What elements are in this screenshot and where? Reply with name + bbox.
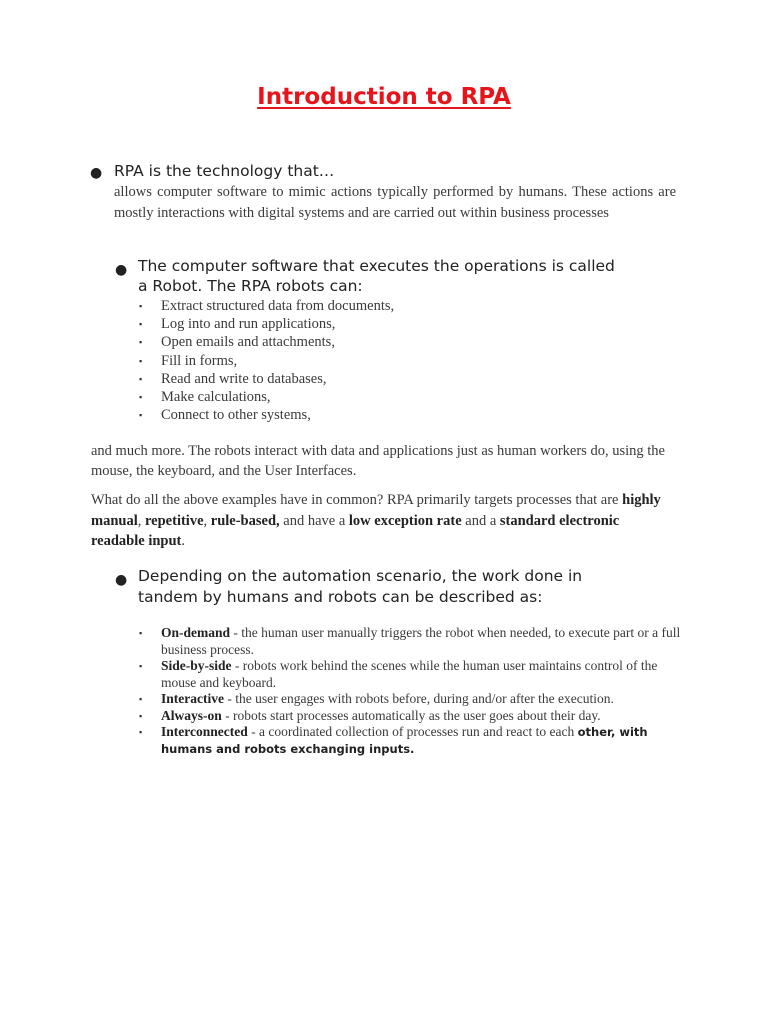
section2-heading-line1: The computer software that executes the operations is called [138,257,615,275]
list-item: ▪ Interconnected - a coordinated collection of processes run and react to each other, with humans and robots exchanging inputs. [139,724,648,756]
list-item: ▪ Open emails and attachments, [139,334,335,351]
page-title: Introduction to RPA [257,84,511,110]
bullet-dot-icon: ● [115,572,128,588]
section1-body: allows computer software to mimic actions typically performed by humans. These actions are mostly interactions with digital systems and are carried out within business processes [114,184,676,221]
section2-heading-line2: a Robot. The RPA robots can: [138,277,363,295]
automation-scenarios-list [136,625,681,757]
square-bullet-icon: ▪ [139,410,143,421]
square-bullet-icon: ▪ [139,337,143,348]
section3-heading [138,566,698,608]
paragraph-common: What do all the above examples have in common? RPA primarily targets processes that are highly manual, repetitive, rule-based, and have a low exception rate and a standard electronic readable input. [91,492,661,549]
list-item: ▪ Read and write to databases, [139,370,327,387]
square-bullet-icon: ▪ [139,355,143,366]
square-bullet-icon: ▪ [139,727,143,737]
section3-heading-line1: Depending on the automation scenario, the work done in [138,567,583,585]
square-bullet-icon: ▪ [139,710,143,721]
list-item: ▪ On-demand - the human user manually triggers the robot when needed, to execute part or a full business process. [139,625,681,657]
square-bullet-icon: ▪ [139,694,143,704]
list-item: ▪ Interactive - the user engages with robots before, during and/or after the execution. [139,691,614,706]
list-item: ▪ Make calculations, [139,389,271,406]
bullet-dot-icon: ● [90,165,103,181]
bullet-dot-icon: ● [115,262,128,278]
section1-heading: RPA is the technology that… [114,162,335,180]
section2-heading [138,256,698,296]
list-item: ▪ Side-by-side - robots work behind the scenes while the human user maintains control of the mouse and keyboard. [139,658,658,690]
square-bullet-icon: ▪ [139,392,143,403]
square-bullet-icon: ▪ [139,373,143,384]
square-bullet-icon: ▪ [139,319,143,330]
square-bullet-icon: ▪ [139,628,143,638]
list-item: ▪ Always-on - robots start processes automatically as the user goes about their day. [139,707,601,723]
list-item: ▪ Log into and run applications, [139,316,336,333]
robot-capabilities-list [136,297,676,424]
square-bullet-icon: ▪ [139,301,143,311]
list-item: ▪ Fill in forms, [139,352,238,369]
list-item: ▪ Extract structured data from documents, [139,298,395,314]
section3-heading-line2: tandem by humans and robots can be described as: [138,588,543,606]
square-bullet-icon: ▪ [139,661,143,671]
paragraph-much-more: and much more. The robots interact with data and applications just as human workers do, using the mouse, the keyboard, and the User Interfaces. [91,443,665,479]
list-item: ▪ Connect to other systems, [139,407,311,424]
